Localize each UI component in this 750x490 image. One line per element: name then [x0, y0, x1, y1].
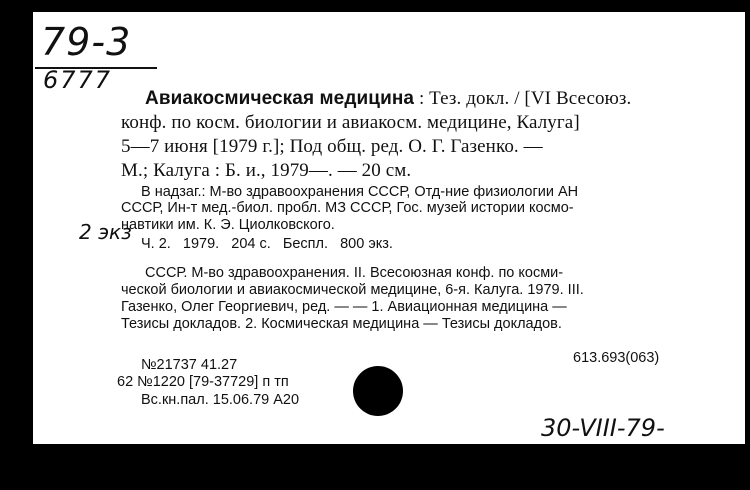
subjects-line-2: ческой биологии и авиакосмической медицине, 6-я. Калуга. 1979. III. [121, 282, 584, 298]
entry-line-4: М.; Калуга : Б. и., 1979—. — 20 см. [121, 160, 412, 181]
footer-line-2: 62 №1220 [79-37729] п тп [117, 374, 289, 390]
entry-line-1 [145, 88, 631, 110]
entry-line-2: конф. по косм. биологии и авиакосм. медицине, Калуга] [121, 112, 580, 133]
entry-title: Авиакосмическая медицина [145, 88, 415, 109]
subjects-line-1: СССР. М-во здравоохранения. II. Всесоюзная конф. по косми- [145, 265, 564, 281]
catalog-card [33, 12, 745, 444]
subjects-line-4: Тезисы докладов. 2. Космическая медицина — Тезисы докладов. [121, 316, 562, 332]
handwritten-call-number: 79-3 [41, 20, 132, 64]
note-line-3: навтики им. К. Э. Циолковского. [121, 217, 335, 233]
note-line-1: В надзаг.: М-во здравоохранения СССР, Отд-ние физиологии АН [141, 184, 579, 200]
volume-line: Ч. 2. 1979. 204 с. Беспл. 800 экз. [141, 236, 393, 252]
footer-number: №21737 41.27 [141, 357, 238, 373]
entry-line-1-rest: : Тез. докл. / [VI Всесоюз. [414, 88, 632, 109]
handwritten-copies-note: 2 экз [79, 220, 132, 244]
subjects-line-3: Газенко, Олег Георгиевич, ред. — — 1. Авиационная медицина — [121, 299, 567, 315]
punch-hole [353, 366, 403, 416]
note-line-2: СССР, Ин-т мед.-биол. пробл. МЗ СССР, Гос. музей истории космо- [121, 200, 574, 216]
udc-code: 613.693(063) [573, 350, 660, 366]
handwritten-date-note: 30-VIII-79- [541, 414, 665, 442]
footer-line-3: Вс.кн.пал. 15.06.79 А20 [141, 392, 300, 408]
entry-line-3: 5—7 июня [1979 г.]; Под общ. ред. О. Г. Газенко. — [121, 136, 543, 157]
handwritten-sub-number: 6777 [43, 66, 113, 94]
